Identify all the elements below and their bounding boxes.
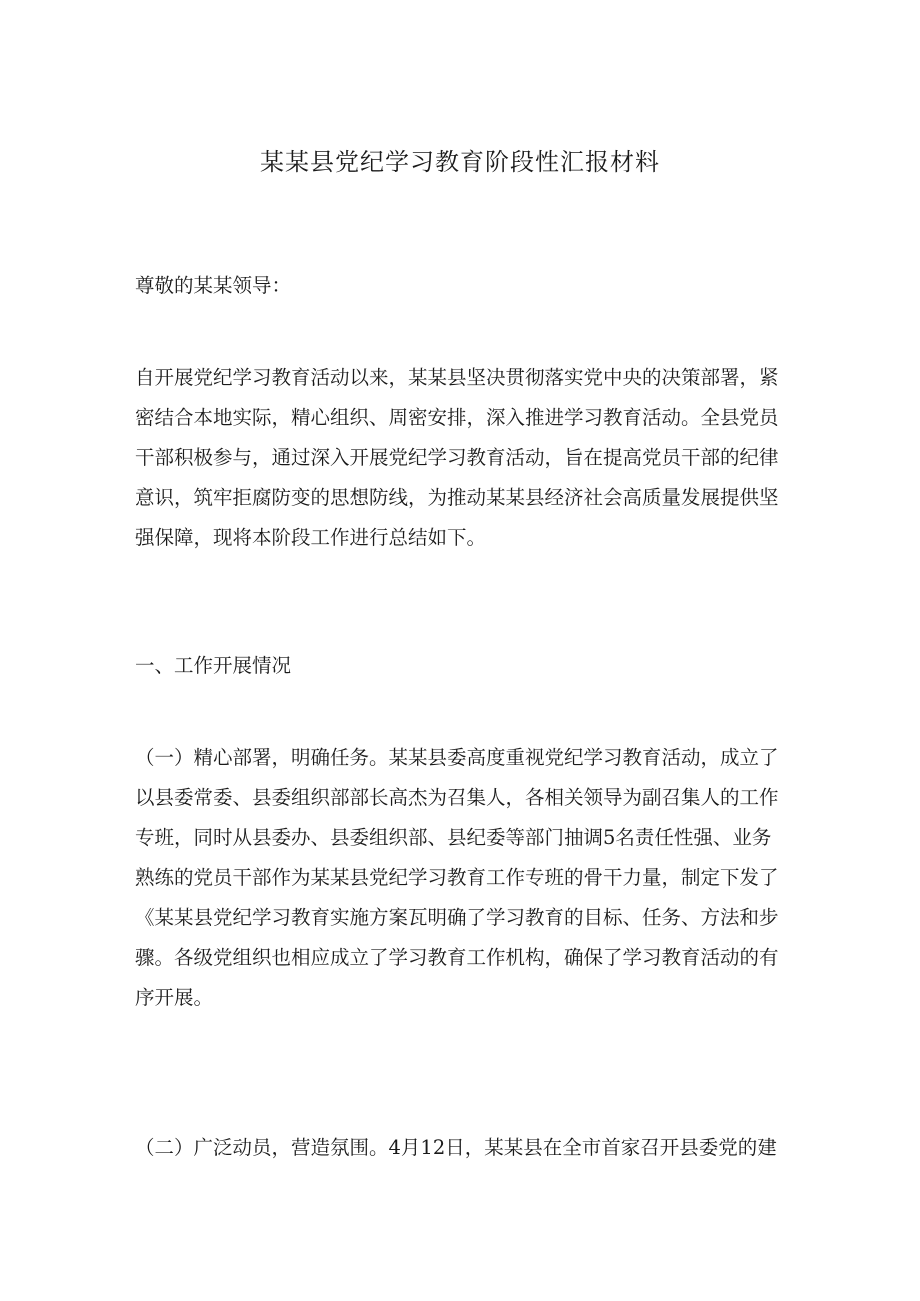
salutation-line: 尊敬的某某领导： — [135, 274, 292, 297]
paragraph-1 — [135, 738, 790, 1018]
paragraph-line: 熟练的党员干部作为某某县党纪学习教育工作专班的骨干力量，制定下发了 — [135, 866, 779, 889]
paragraph-line: 专班，同时从县委办、县委组织部、县纪委等部门抽调5名责任性强、业务 — [135, 826, 772, 849]
paragraph-2 — [135, 1128, 790, 1168]
section-heading-text: 一、工作开展情况 — [135, 654, 292, 677]
paragraph-line: 序开展。 — [135, 986, 214, 1009]
paragraph-line: 干部积极参与，通过深入开展党纪学习教育活动，旨在提高党员干部的纪律 — [135, 446, 779, 469]
paragraph-line: 以县委常委、县委组织部部长高杰为召集人，各相关领导为副召集人的工作 — [135, 786, 779, 809]
paragraph-line: （一）精心部署，明确任务。某某县委高度重视党纪学习教育活动，成立了 — [135, 746, 779, 769]
paragraph-line: 自开展党纪学习教育活动以来，某某县坚决贯彻落实党中央的决策部署，紧 — [135, 366, 779, 389]
paragraph-line: 骤。各级党组织也相应成立了学习教育工作机构，确保了学习教育活动的有 — [135, 946, 779, 969]
paragraph-line: 密结合本地实际，精心组织、周密安排，深入推进学习教育活动。全县党员 — [135, 406, 779, 429]
intro-paragraph — [135, 358, 790, 558]
section-heading — [135, 646, 790, 686]
paragraph-line: 强保障，现将本阶段工作进行总结如下。 — [135, 526, 487, 549]
salutation — [135, 266, 790, 306]
paragraph-line: 《某某县党纪学习教育实施方案瓦明确了学习教育的目标、任务、方法和步 — [135, 906, 779, 929]
paragraph-line: 意识，筑牢拒腐防变的思想防线，为推动某某县经济社会高质量发展提供坚 — [135, 486, 779, 509]
document-title: 某某县党纪学习教育阶段性汇报材料 — [260, 148, 660, 176]
paragraph-line: （二）广泛动员，营造氛围。4月12日，某某县在全市首家召开县委党的建 — [135, 1136, 777, 1159]
